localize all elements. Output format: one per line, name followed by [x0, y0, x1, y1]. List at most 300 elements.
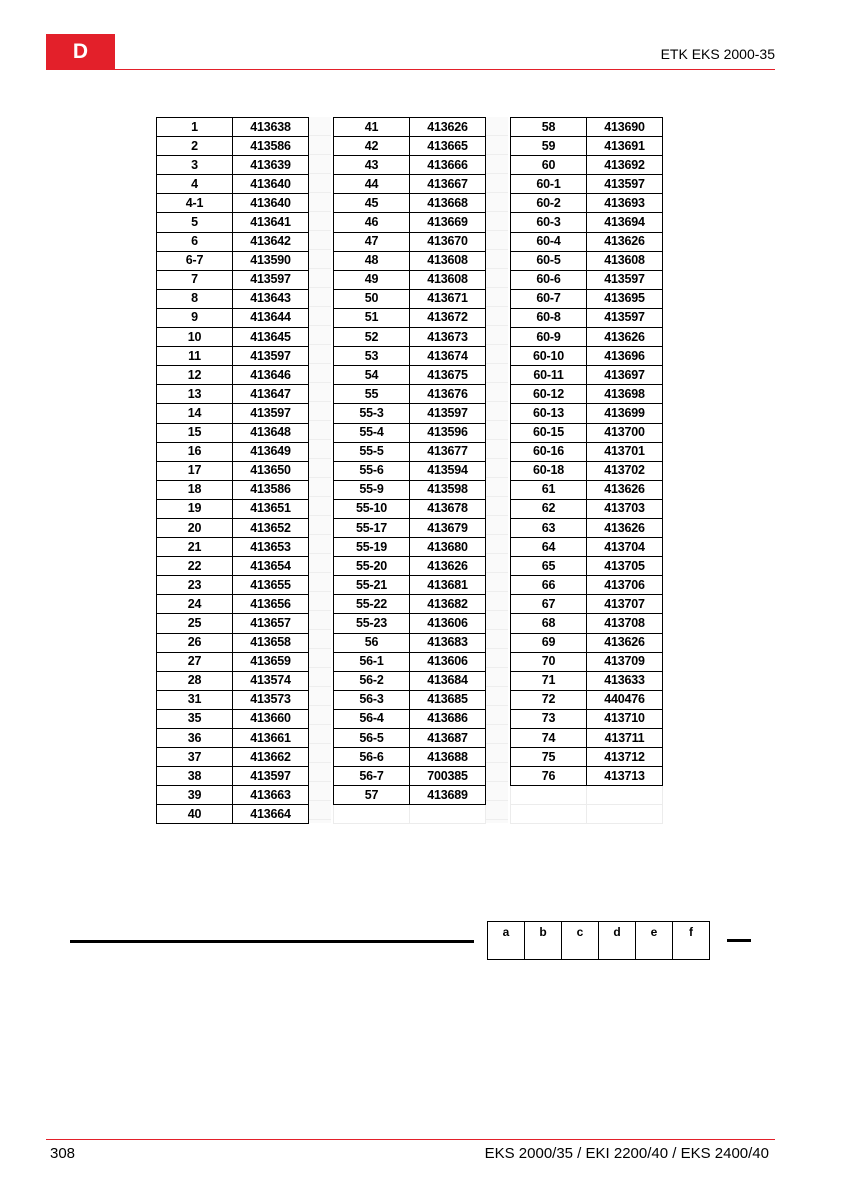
- position-cell: 26: [157, 633, 233, 652]
- position-cell: 55: [334, 385, 410, 404]
- position-cell: 60-7: [511, 289, 587, 308]
- position-cell: 40: [157, 805, 233, 824]
- position-cell: 60-1: [511, 175, 587, 194]
- position-cell: 66: [511, 576, 587, 595]
- table-row: [157, 729, 309, 748]
- table-row: [157, 251, 309, 270]
- position-cell: 19: [157, 499, 233, 518]
- position-cell: 4-1: [157, 194, 233, 213]
- table-row: [511, 270, 663, 289]
- variant-letter-e: e: [636, 922, 673, 959]
- position-cell: 6-7: [157, 251, 233, 270]
- position-cell: 73: [511, 709, 587, 728]
- position-cell: 48: [334, 251, 410, 270]
- position-cell: 74: [511, 729, 587, 748]
- part-number-cell: 413695: [587, 289, 663, 308]
- table-row: [511, 308, 663, 327]
- part-number-cell: 413699: [587, 404, 663, 423]
- position-cell: 55-17: [334, 518, 410, 537]
- table-row: [511, 404, 663, 423]
- table-row: [511, 137, 663, 156]
- position-cell: 70: [511, 652, 587, 671]
- table-row: [334, 595, 486, 614]
- position-cell: 15: [157, 423, 233, 442]
- position-cell: 60-15: [511, 423, 587, 442]
- part-number-cell: 413693: [587, 194, 663, 213]
- position-cell: 6: [157, 232, 233, 251]
- part-number-cell: 413661: [233, 729, 309, 748]
- part-number-cell: 440476: [587, 690, 663, 709]
- position-cell: 31: [157, 690, 233, 709]
- table-row: [334, 270, 486, 289]
- part-number-cell: 413590: [233, 251, 309, 270]
- position-cell: 25: [157, 614, 233, 633]
- table-row: [157, 118, 309, 137]
- table-row: [157, 404, 309, 423]
- part-number-cell: 413642: [233, 232, 309, 251]
- part-number-cell: 413574: [233, 671, 309, 690]
- part-number-cell: 413706: [587, 576, 663, 595]
- table-row: [511, 118, 663, 137]
- part-number-cell: 413687: [410, 729, 486, 748]
- part-number-cell: 413650: [233, 461, 309, 480]
- table-row: [334, 156, 486, 175]
- position-cell: 59: [511, 137, 587, 156]
- part-number-cell: 413658: [233, 633, 309, 652]
- position-cell: 55-21: [334, 576, 410, 595]
- part-number-cell: 413682: [410, 595, 486, 614]
- part-number-cell: 413709: [587, 652, 663, 671]
- table-row: [511, 194, 663, 213]
- part-number-cell: 413626: [587, 232, 663, 251]
- position-cell: 62: [511, 499, 587, 518]
- part-number-cell: 413707: [587, 595, 663, 614]
- footer-rule: [46, 1139, 775, 1140]
- position-cell: 43: [334, 156, 410, 175]
- position-cell: 60-16: [511, 442, 587, 461]
- part-number-cell: 413674: [410, 347, 486, 366]
- table-row: [334, 213, 486, 232]
- table-row: [511, 729, 663, 748]
- part-number-cell: 413586: [233, 480, 309, 499]
- position-cell: 21: [157, 538, 233, 557]
- position-cell: 5: [157, 213, 233, 232]
- table-row: [334, 232, 486, 251]
- position-cell: 55-6: [334, 461, 410, 480]
- document-title: ETK EKS 2000-35: [660, 46, 775, 62]
- part-number-cell: 413679: [410, 518, 486, 537]
- table-row: [511, 347, 663, 366]
- position-cell: 17: [157, 461, 233, 480]
- variant-letter-c: c: [562, 922, 599, 959]
- part-number-cell: 413670: [410, 232, 486, 251]
- table-row: [157, 499, 309, 518]
- table-row: [511, 709, 663, 728]
- position-cell: 55-23: [334, 614, 410, 633]
- position-cell: 60-9: [511, 328, 587, 347]
- position-cell: 53: [334, 347, 410, 366]
- table-row: [334, 633, 486, 652]
- position-cell: 68: [511, 614, 587, 633]
- table-row: [157, 518, 309, 537]
- page-number: 308: [50, 1145, 76, 1162]
- table-row: [334, 767, 486, 786]
- part-number-cell: 700385: [410, 767, 486, 786]
- table-row: [334, 175, 486, 194]
- part-number-cell: 413646: [233, 366, 309, 385]
- part-number-cell: 413666: [410, 156, 486, 175]
- position-cell: 11: [157, 347, 233, 366]
- table-row: [157, 270, 309, 289]
- part-number-cell: 413640: [233, 175, 309, 194]
- position-cell: 60: [511, 156, 587, 175]
- table-row: [511, 518, 663, 537]
- position-cell: 56-5: [334, 729, 410, 748]
- position-cell: 37: [157, 748, 233, 767]
- table-row: [334, 328, 486, 347]
- part-number-cell: 413702: [587, 461, 663, 480]
- part-number-cell: 413668: [410, 194, 486, 213]
- part-number-cell: 413690: [587, 118, 663, 137]
- variant-letter-f: f: [673, 922, 710, 959]
- position-cell: 45: [334, 194, 410, 213]
- table-row: [157, 595, 309, 614]
- part-number-cell: 413626: [587, 633, 663, 652]
- position-cell: 60-3: [511, 213, 587, 232]
- position-cell: [511, 805, 587, 824]
- table-row: [334, 652, 486, 671]
- position-cell: 60-8: [511, 308, 587, 327]
- part-number-cell: 413700: [587, 423, 663, 442]
- part-number-cell: 413639: [233, 156, 309, 175]
- position-cell: 12: [157, 366, 233, 385]
- table-row: [511, 595, 663, 614]
- part-number-cell: 413608: [410, 251, 486, 270]
- position-cell: 60-2: [511, 194, 587, 213]
- table-row: [157, 156, 309, 175]
- position-cell: 60-13: [511, 404, 587, 423]
- table-row: [334, 557, 486, 576]
- part-number-cell: 413597: [587, 175, 663, 194]
- part-number-cell: 413689: [410, 786, 486, 805]
- empty-table-row: [334, 805, 486, 824]
- position-cell: 10: [157, 328, 233, 347]
- part-number-cell: 413626: [410, 118, 486, 137]
- table-row: [334, 442, 486, 461]
- part-number-cell: 413696: [587, 347, 663, 366]
- position-cell: 75: [511, 748, 587, 767]
- table-row: [334, 137, 486, 156]
- table-row: [511, 328, 663, 347]
- part-number-cell: 413586: [233, 137, 309, 156]
- table-row: [511, 156, 663, 175]
- table-row: [511, 538, 663, 557]
- part-number-cell: 413653: [233, 538, 309, 557]
- part-number-cell: 413656: [233, 595, 309, 614]
- table-row: [334, 347, 486, 366]
- part-number-cell: 413660: [233, 709, 309, 728]
- table-row: [511, 175, 663, 194]
- part-number-cell: 413657: [233, 614, 309, 633]
- part-number-cell: 413597: [233, 347, 309, 366]
- position-cell: 61: [511, 480, 587, 499]
- table-row: [157, 385, 309, 404]
- position-cell: 4: [157, 175, 233, 194]
- part-number-cell: 413626: [587, 480, 663, 499]
- table-row: [511, 461, 663, 480]
- part-number-cell: 413705: [587, 557, 663, 576]
- part-number-cell: 413710: [587, 709, 663, 728]
- table-row: [157, 194, 309, 213]
- table-row: [334, 538, 486, 557]
- position-cell: 24: [157, 595, 233, 614]
- table-row: [157, 709, 309, 728]
- position-cell: 14: [157, 404, 233, 423]
- position-cell: 51: [334, 308, 410, 327]
- part-number-cell: 413680: [410, 538, 486, 557]
- position-cell: 2: [157, 137, 233, 156]
- variant-letter-b: b: [525, 922, 562, 959]
- part-number-cell: 413597: [587, 308, 663, 327]
- position-cell: 56-6: [334, 748, 410, 767]
- part-number-cell: 413708: [587, 614, 663, 633]
- table-row: [157, 671, 309, 690]
- position-cell: 55-22: [334, 595, 410, 614]
- part-number-cell: 413676: [410, 385, 486, 404]
- dash-mark: [727, 939, 751, 942]
- table-row: [334, 461, 486, 480]
- empty-table-row: [511, 805, 663, 824]
- part-number-cell: 413684: [410, 671, 486, 690]
- position-cell: 72: [511, 690, 587, 709]
- position-cell: 20: [157, 518, 233, 537]
- position-cell: 16: [157, 442, 233, 461]
- table-row: [157, 213, 309, 232]
- part-number-cell: [410, 805, 486, 824]
- position-cell: 55-20: [334, 557, 410, 576]
- position-cell: 27: [157, 652, 233, 671]
- variant-letter-a: a: [488, 922, 525, 959]
- table-row: [511, 614, 663, 633]
- table-row: [334, 194, 486, 213]
- position-cell: 58: [511, 118, 587, 137]
- table-row: [334, 289, 486, 308]
- table-row: [157, 576, 309, 595]
- position-cell: 55-9: [334, 480, 410, 499]
- part-number-cell: 413663: [233, 786, 309, 805]
- part-number-cell: 413597: [233, 767, 309, 786]
- position-cell: 55-10: [334, 499, 410, 518]
- table-row: [157, 557, 309, 576]
- part-number-cell: 413606: [410, 614, 486, 633]
- part-number-cell: 413647: [233, 385, 309, 404]
- position-cell: 9: [157, 308, 233, 327]
- empty-table-row: [511, 786, 663, 805]
- position-cell: 18: [157, 480, 233, 499]
- part-number-cell: 413597: [587, 270, 663, 289]
- part-number-cell: 413665: [410, 137, 486, 156]
- table-row: [157, 767, 309, 786]
- table-row: [334, 118, 486, 137]
- table-row: [511, 251, 663, 270]
- part-number-cell: 413608: [587, 251, 663, 270]
- part-number-cell: 413675: [410, 366, 486, 385]
- part-number-cell: 413641: [233, 213, 309, 232]
- position-cell: [511, 786, 587, 805]
- table-row: [334, 480, 486, 499]
- part-number-cell: 413598: [410, 480, 486, 499]
- position-cell: 57: [334, 786, 410, 805]
- header-rule: [46, 69, 775, 70]
- table-row: [157, 805, 309, 824]
- part-number-cell: [587, 805, 663, 824]
- position-cell: 42: [334, 137, 410, 156]
- table-row: [511, 671, 663, 690]
- position-cell: 55-19: [334, 538, 410, 557]
- table-row: [334, 576, 486, 595]
- table-row: [157, 289, 309, 308]
- part-number-cell: 413651: [233, 499, 309, 518]
- table-row: [334, 786, 486, 805]
- table-row: [157, 748, 309, 767]
- position-cell: 55-3: [334, 404, 410, 423]
- parts-table-3: [510, 117, 663, 824]
- part-number-cell: 413712: [587, 748, 663, 767]
- part-number-cell: 413694: [587, 213, 663, 232]
- part-number-cell: 413638: [233, 118, 309, 137]
- position-cell: 22: [157, 557, 233, 576]
- position-cell: 50: [334, 289, 410, 308]
- table-row: [157, 652, 309, 671]
- part-number-cell: 413640: [233, 194, 309, 213]
- table-row: [511, 289, 663, 308]
- position-cell: 60-10: [511, 347, 587, 366]
- language-tab: D: [46, 34, 115, 70]
- part-number-cell: 413649: [233, 442, 309, 461]
- table-row: [334, 385, 486, 404]
- position-cell: 60-4: [511, 232, 587, 251]
- table-row: [511, 232, 663, 251]
- position-cell: 55-5: [334, 442, 410, 461]
- table-row: [157, 442, 309, 461]
- table-row: [157, 175, 309, 194]
- table-row: [511, 423, 663, 442]
- table-row: [334, 308, 486, 327]
- position-cell: 36: [157, 729, 233, 748]
- position-cell: 47: [334, 232, 410, 251]
- table-row: [334, 366, 486, 385]
- position-cell: 69: [511, 633, 587, 652]
- part-number-cell: 413688: [410, 748, 486, 767]
- table-row: [157, 633, 309, 652]
- variant-letter-boxes: [487, 921, 710, 960]
- part-number-cell: 413654: [233, 557, 309, 576]
- part-number-cell: 413648: [233, 423, 309, 442]
- part-number-cell: 413655: [233, 576, 309, 595]
- part-number-cell: 413594: [410, 461, 486, 480]
- position-cell: 7: [157, 270, 233, 289]
- part-number-cell: 413683: [410, 633, 486, 652]
- part-number-cell: 413704: [587, 538, 663, 557]
- position-cell: 71: [511, 671, 587, 690]
- footer-models: EKS 2000/35 / EKI 2200/40 / EKS 2400/40: [484, 1145, 769, 1162]
- position-cell: 44: [334, 175, 410, 194]
- position-cell: [334, 805, 410, 824]
- table-row: [511, 748, 663, 767]
- table-row: [511, 213, 663, 232]
- position-cell: 3: [157, 156, 233, 175]
- part-number-cell: 413573: [233, 690, 309, 709]
- table-row: [511, 690, 663, 709]
- part-number-cell: 413659: [233, 652, 309, 671]
- position-cell: 56-2: [334, 671, 410, 690]
- position-cell: 76: [511, 767, 587, 786]
- position-cell: 65: [511, 557, 587, 576]
- part-number-cell: 413698: [587, 385, 663, 404]
- part-number-cell: 413644: [233, 308, 309, 327]
- position-cell: 56: [334, 633, 410, 652]
- position-cell: 60-12: [511, 385, 587, 404]
- part-number-cell: 413671: [410, 289, 486, 308]
- table-row: [511, 499, 663, 518]
- table-row: [157, 232, 309, 251]
- table-row: [157, 786, 309, 805]
- part-number-cell: 413626: [410, 557, 486, 576]
- table-row: [157, 690, 309, 709]
- table-row: [157, 461, 309, 480]
- part-number-cell: 413662: [233, 748, 309, 767]
- table-row: [157, 308, 309, 327]
- position-cell: 8: [157, 289, 233, 308]
- table-row: [511, 633, 663, 652]
- position-cell: 52: [334, 328, 410, 347]
- table-row: [334, 709, 486, 728]
- part-number-cell: 413681: [410, 576, 486, 595]
- part-number-cell: 413713: [587, 767, 663, 786]
- table-row: [334, 690, 486, 709]
- part-number-cell: 413652: [233, 518, 309, 537]
- table-row: [511, 652, 663, 671]
- position-cell: 56-3: [334, 690, 410, 709]
- table-row: [157, 328, 309, 347]
- part-number-cell: 413667: [410, 175, 486, 194]
- table-row: [511, 442, 663, 461]
- position-cell: 23: [157, 576, 233, 595]
- table-row: [334, 499, 486, 518]
- position-cell: 1: [157, 118, 233, 137]
- position-cell: 54: [334, 366, 410, 385]
- part-number-cell: 413597: [233, 270, 309, 289]
- position-cell: 39: [157, 786, 233, 805]
- position-cell: 64: [511, 538, 587, 557]
- position-cell: 49: [334, 270, 410, 289]
- part-number-cell: 413626: [587, 328, 663, 347]
- horizontal-rule: [70, 940, 474, 943]
- position-cell: 60-5: [511, 251, 587, 270]
- position-cell: 28: [157, 671, 233, 690]
- variant-letter-d: d: [599, 922, 636, 959]
- part-number-cell: 413606: [410, 652, 486, 671]
- part-number-cell: 413596: [410, 423, 486, 442]
- table-row: [334, 671, 486, 690]
- table-row: [157, 538, 309, 557]
- part-number-cell: 413692: [587, 156, 663, 175]
- parts-table-1: [156, 117, 309, 824]
- part-number-cell: 413685: [410, 690, 486, 709]
- part-number-cell: 413597: [233, 404, 309, 423]
- part-number-cell: 413697: [587, 366, 663, 385]
- position-cell: 38: [157, 767, 233, 786]
